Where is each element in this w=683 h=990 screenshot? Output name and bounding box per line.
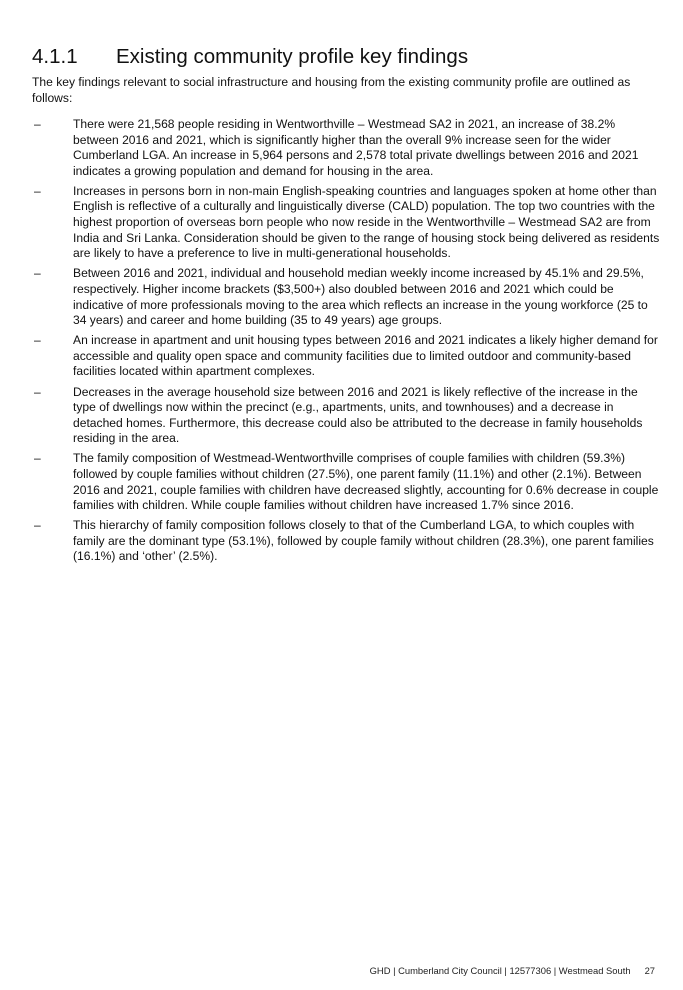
finding-text: Between 2016 and 2021, individual and household median weekly income increased by 45.1% and 29.5%, respectively. Higher income brackets ($3,500+) also doubled between 2016 and 2021 which could be indicative of more professionals moving to the area which reflects an increase in the young workforce (25 to 34 years) and career and home building (35 to 49 years) age groups. bbox=[73, 266, 648, 328]
bullet-dash: – bbox=[34, 451, 41, 466]
finding-text: Increases in persons born in non-main English-speaking countries and languages spoken at home other than English is reflective of a culturally and linguistically diverse (CALD) population. The top two countries with the highest proportion of overseas born people who now reside in the Wentworthville – Westmead SA2 are from India and Sri Lanka. Consideration should be given to the range of housing stock being delivered as residents are likely to have a preference to live in multi-generational households. bbox=[73, 183, 660, 261]
finding-item bbox=[32, 117, 660, 179]
section-number: 4.1.1 bbox=[32, 45, 78, 68]
section-title: Existing community profile key findings bbox=[116, 45, 469, 68]
intro-paragraph: The key findings relevant to social infrastructure and housing from the existing community profile are outlined as follows: bbox=[32, 75, 631, 105]
finding-item bbox=[32, 451, 660, 513]
finding-text: The family composition of Westmead-Wentworthville comprises of couple families with children (59.3%) followed by couple families without children (27.5%), one parent family (11.1%) and other (2.1%). Between 2016 and 2021, couple families with children have decreased slightly, accounting for 0.6% decrease in couple families with children. While couple families without children have increased 1.7% since 2016. bbox=[73, 451, 659, 513]
finding-item bbox=[32, 333, 660, 380]
finding-item bbox=[32, 518, 660, 565]
finding-text: Decreases in the average household size between 2016 and 2021 is likely reflective of the increase in the type of dwellings now within the precinct (e.g., apartments, units, and townhouses) and a decrease in detached homes. Furthermore, this decrease could also be attributed to the decrease in family households residing in the area. bbox=[73, 384, 643, 446]
bullet-dash: – bbox=[34, 384, 41, 399]
bullet-dash: – bbox=[34, 518, 41, 533]
bullet-dash: – bbox=[34, 117, 41, 131]
finding-item bbox=[32, 266, 660, 328]
finding-text: This hierarchy of family composition follows closely to that of the Cumberland LGA, to which couples with family are the dominant type (53.1%), followed by couple family without children (28.3%), one parent families (16.1%) and ‘other’ (2.5%). bbox=[73, 518, 654, 564]
footer-text: GHD | Cumberland City Council | 12577306 | Westmead South bbox=[369, 965, 631, 976]
finding-item bbox=[32, 385, 660, 447]
page-footer bbox=[370, 965, 655, 977]
bullet-dash: – bbox=[34, 333, 41, 348]
finding-text: There were 21,568 people residing in Wentworthville – Westmead SA2 in 2021, an increase of 38.2% between 2016 and 2021, which is significantly higher than the overall 9% increase seen for the wider Cumberland LGA. An increase in 5,964 persons and 2,578 total private dwellings between 2016 and 2021 indicates a growing population and demand for housing in the area. bbox=[73, 117, 639, 178]
bullet-dash: – bbox=[34, 183, 41, 198]
bullet-dash: – bbox=[34, 266, 41, 281]
finding-text: An increase in apartment and unit housing types between 2016 and 2021 indicates a likely higher demand for accessible and quality open space and community facilities due to limited outdoor and community-based facilities located within apartment complexes. bbox=[73, 333, 658, 379]
finding-item bbox=[32, 184, 660, 262]
section-heading bbox=[32, 44, 468, 70]
findings-list bbox=[32, 117, 660, 570]
page-number: 27 bbox=[644, 965, 655, 976]
